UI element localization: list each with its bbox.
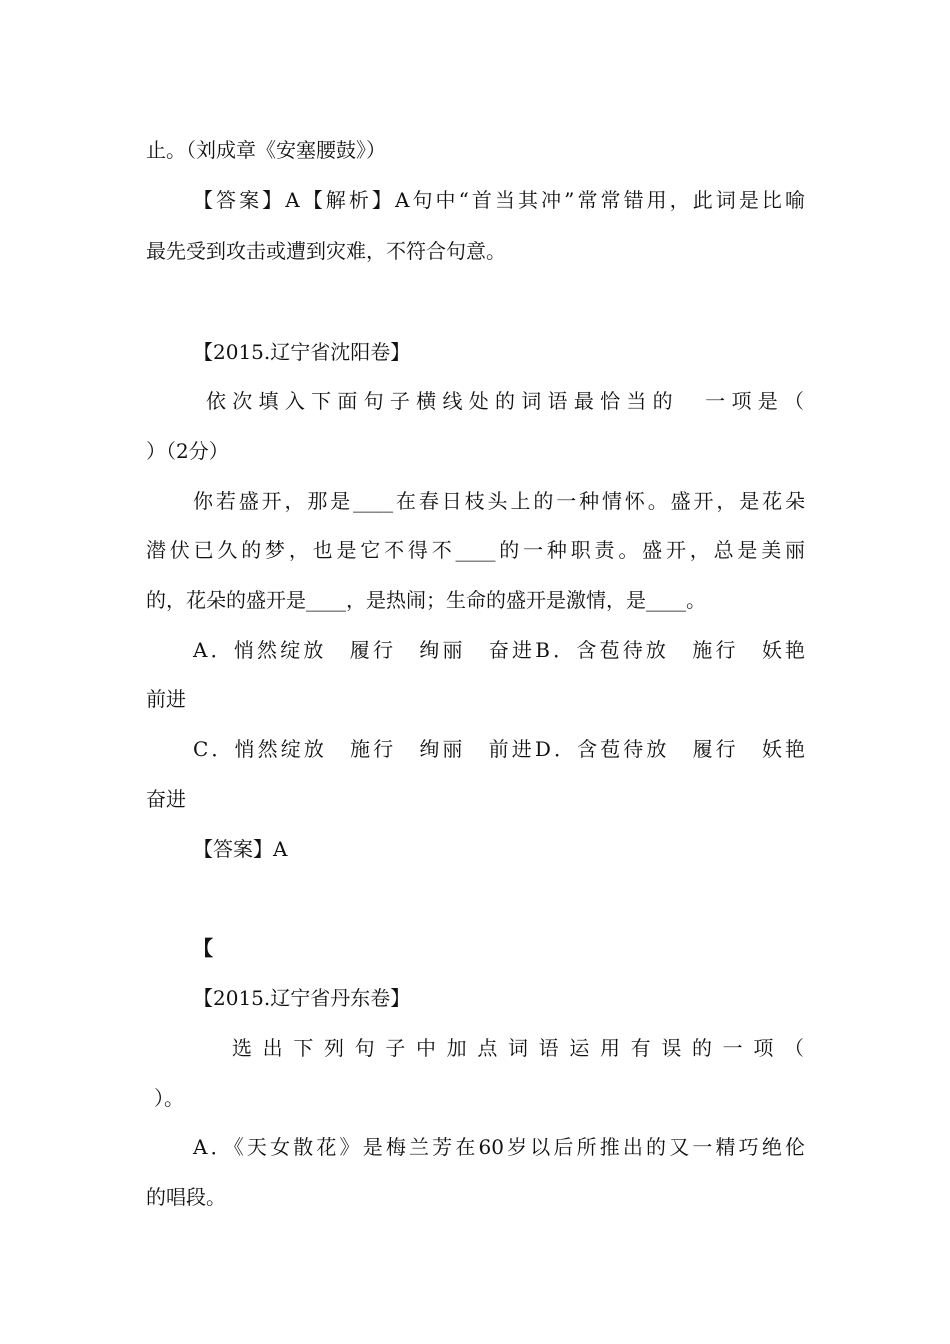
answer-line-1: 【答案】A【解析】A句中“首当其冲”常常错用，此词是比喻 (193, 188, 805, 212)
text-line-citation: 止。（刘成章《安塞腰鼓》） (146, 138, 386, 162)
question-line-2: ）（2分） (146, 439, 229, 463)
passage-line-3: 的，花朵的盛开是____，是热闹；生命的盛开是激情，是____。 (146, 588, 706, 612)
option-ab-line-2: 前进 (146, 687, 186, 711)
option-a-dandong-line-2: 的唱段。 (146, 1185, 226, 1209)
question-dandong-line-2: ）。 (154, 1086, 184, 1110)
option-a-dandong-line-1: A．《天女散花》是梅兰芳在60岁以后所推出的又一精巧绝伦 (193, 1135, 805, 1159)
answer-line-2: 最先受到攻击或遭到灾难，不符合句意。 (146, 239, 506, 263)
passage-line-1: 你若盛开，那是____在春日枝头上的一种情怀。盛开，是花朵 (193, 489, 805, 513)
passage-line-2: 潜伏已久的梦，也是它不得不____的一种职责。盛开，总是美丽 (146, 538, 805, 562)
stray-bracket: 【 (193, 936, 213, 960)
answer-shenyang: 【答案】A (193, 837, 288, 861)
question-line-1: 依次填入下面句子横线处的词语最恰当的 一项是（ (206, 389, 804, 413)
option-ab-line-1: A．悄然绽放 履行 绚丽 奋进B．含苞待放 施行 妖艳 (193, 638, 805, 662)
option-cd-line-2: 奋进 (146, 787, 186, 811)
option-cd-line-1: C．悄然绽放 施行 绚丽 前进D．含苞待放 履行 妖艳 (193, 737, 805, 761)
question-dandong-line-1: 选出下列句子中加点词语运用有误的一项（ (232, 1036, 804, 1060)
source-heading-shenyang: 【2015.辽宁省沈阳卷】 (193, 340, 411, 364)
source-heading-dandong: 【2015.辽宁省丹东卷】 (193, 986, 411, 1010)
